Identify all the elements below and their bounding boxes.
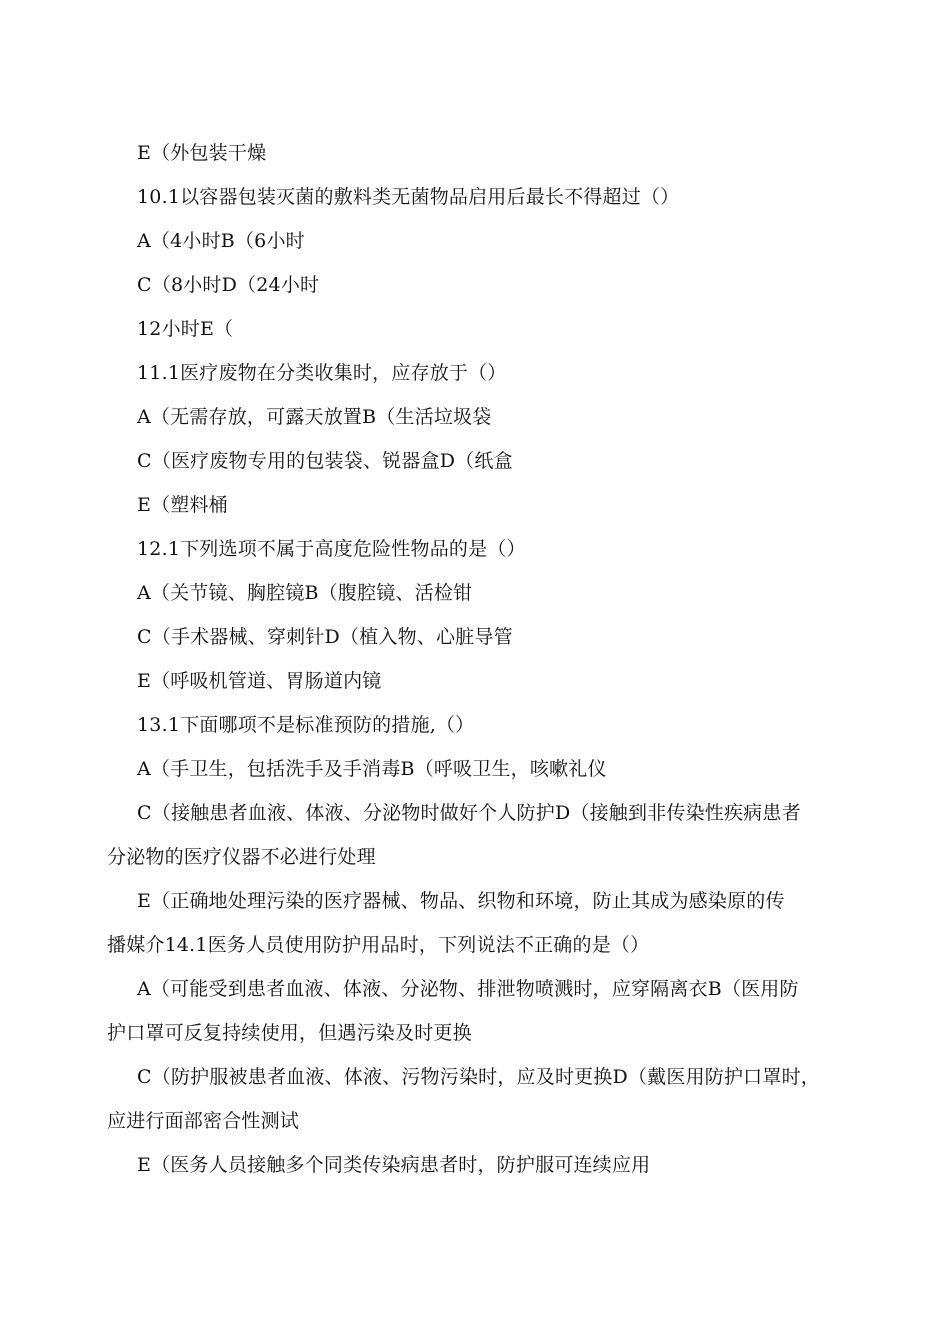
option-e-q9: E（外包装干燥: [137, 142, 267, 164]
option-e-q14: E（医务人员接触多个同类传染病患者时，防护服可连续应用: [137, 1154, 651, 1176]
options-cd-q14-continued: 应进行面部密合性测试: [107, 1110, 300, 1132]
option-e-q11: E（塑料桶: [137, 494, 228, 516]
options-ab-q12: A（关节镜、胸腔镜B（腹腔镜、活检钳: [137, 582, 473, 604]
option-e-q12: E（呼吸机管道、胃肠道内镜: [137, 670, 382, 692]
question-13: 13.1下面哪项不是标准预防的措施,（）: [137, 714, 475, 736]
options-ab-q14: A（可能受到患者血液、体液、分泌物、排泄物喷溅时，应穿隔离衣B（医用防: [137, 978, 799, 1000]
options-ab-q14-continued: 护口罩可反复持续使用，但遇污染及时更换: [107, 1022, 472, 1044]
question-12: 12.1下列选项不属于高度危险性物品的是（）: [137, 538, 526, 560]
options-ab-q10: A（4小时B（6小时: [137, 230, 305, 252]
options-cd-q10: C（8小时D（24小时: [137, 274, 320, 296]
options-cd-q11: C（医疗废物专用的包装袋、锐器盒D（纸盒: [137, 450, 513, 472]
question-14: 播媒介14.1医务人员使用防护用品时，下列说法不正确的是（）: [107, 934, 650, 956]
option-e-q10: 12小时E（: [137, 318, 234, 340]
options-ab-q13: A（手卫生，包括洗手及手消毒B（呼吸卫生，咳嗽礼仪: [137, 758, 607, 780]
options-cd-q12: C（手术器械、穿刺针D（植入物、心脏导管: [137, 626, 513, 648]
question-11: 11.1医疗废物在分类收集时，应存放于（）: [137, 362, 507, 384]
options-cd-q13-continued: 分泌物的医疗仪器不必进行处理: [107, 846, 376, 868]
options-cd-q13: C（接触患者血液、体液、分泌物时做好个人防护D（接触到非传染性疾病患者: [137, 802, 801, 824]
options-cd-q14: C（防护服被患者血液、体液、污物污染时，应及时更换D（戴医用防护口罩时，: [137, 1066, 820, 1088]
options-ab-q11: A（无需存放，可露天放置B（生活垃圾袋: [137, 406, 492, 428]
option-e-q13: E（正确地处理污染的医疗器械、物品、织物和环境，防止其成为感染原的传: [137, 890, 785, 912]
question-10: 10.1以容器包装灭菌的敷料类无菌物品启用后最长不得超过（）: [137, 186, 680, 208]
